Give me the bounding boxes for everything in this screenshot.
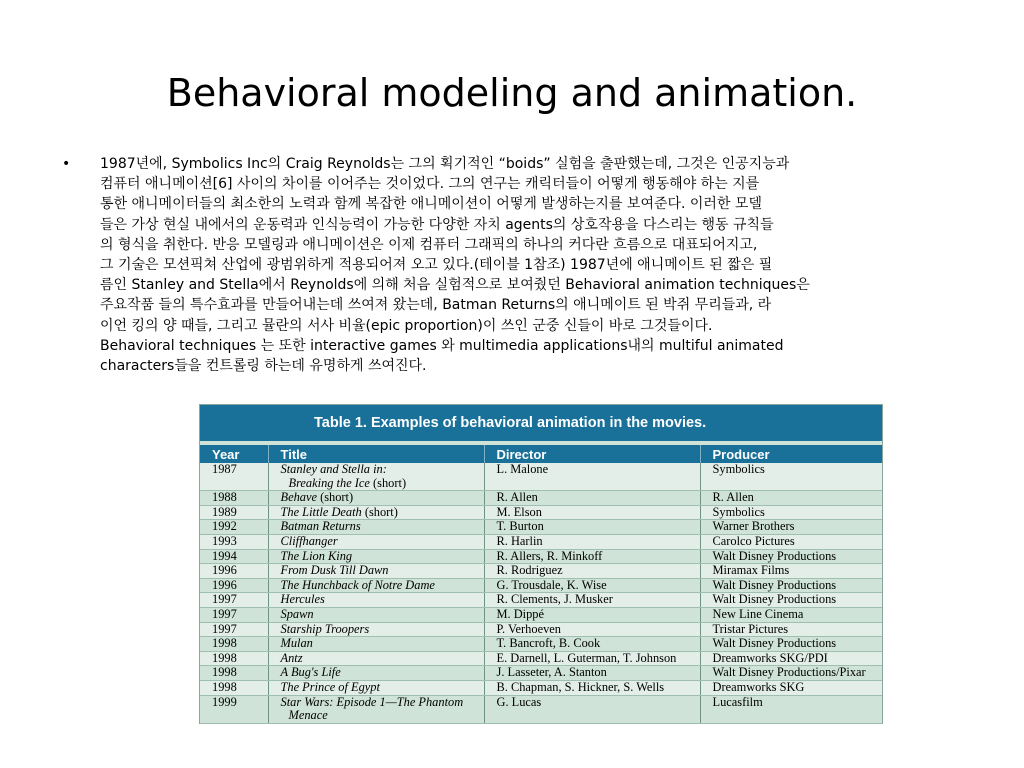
- cell-year: 1992: [200, 520, 268, 535]
- cell-year: 1996: [200, 578, 268, 593]
- cell-producer: Walt Disney Productions: [700, 549, 882, 564]
- table-row: [200, 463, 882, 491]
- table-row: [200, 666, 882, 681]
- title-text: A Bug's Life: [280, 665, 341, 680]
- table-header-row: [200, 445, 882, 463]
- body-line: 의 형식을 취한다. 반응 모델링과 애니메이션은 이제 컴퓨터 그래픽의 하나의 커다란 흐름으로 대표되어지고,: [100, 236, 758, 253]
- cell-director: B. Chapman, S. Hickner, S. Wells: [484, 680, 700, 695]
- body-line: Behavioral techniques 는 또한 interactive games 와 multimedia applications내의 multiful animated: [100, 337, 784, 354]
- cell-year: 1987: [200, 463, 268, 491]
- cell-producer: Carolco Pictures: [700, 534, 882, 549]
- cell-director: M. Elson: [484, 505, 700, 520]
- title-text: The Hunchback of Notre Dame: [280, 578, 435, 592]
- body-line: 름인 Stanley and Stella에서 Reynolds에 의해 처음 실험적으로 보여줬던 Behavioral animation techniques은: [100, 277, 810, 294]
- cell-title: [268, 463, 484, 491]
- body-line: 통한 애니메이터들의 최소한의 노력과 함께 복잡한 애니메이션이 어떻게 발생하는지를 보여준다. 이러한 모델: [100, 196, 762, 213]
- cell-title: [268, 651, 484, 666]
- cell-title: [268, 534, 484, 549]
- body-line: 컴퓨터 애니메이션[6] 사이의 차이를 이어주는 것이었다. 그의 연구는 캐릭터들이 어떻게 행동해야 하는 지를: [100, 176, 760, 193]
- cell-director: T. Burton: [484, 520, 700, 535]
- body-line: 들은 가상 현실 내에서의 운동력과 인식능력이 가능한 다양한 자치 agents의 상호작용을 다스리는 행동 규칙들: [100, 216, 774, 233]
- cell-director: R. Harlin: [484, 534, 700, 549]
- cell-year: 1998: [200, 666, 268, 681]
- table-row: [200, 622, 882, 637]
- table-row: [200, 505, 882, 520]
- cell-year: 1997: [200, 593, 268, 608]
- table-row: [200, 549, 882, 564]
- cell-year: 1999: [200, 695, 268, 723]
- title-text: Spawn: [280, 607, 314, 621]
- title-note: (short): [320, 490, 354, 505]
- body-line: characters들을 컨트롤링 하는데 유명하게 쓰여진다.: [100, 358, 427, 375]
- table-body: [200, 463, 882, 723]
- cell-director: R. Allers, R. Minkoff: [484, 549, 700, 564]
- cell-year: 1994: [200, 549, 268, 564]
- cell-director: M. Dippé: [484, 607, 700, 622]
- slide-title: Behavioral modeling and animation.: [166, 71, 858, 116]
- cell-title: [268, 666, 484, 681]
- bullet-item: [62, 154, 946, 376]
- title-text: Behave: [280, 490, 317, 505]
- cell-producer: Walt Disney Productions: [700, 637, 882, 652]
- table-row: [200, 637, 882, 652]
- cell-title: [268, 695, 484, 723]
- title-text: Stanley and Stella in:: [280, 463, 387, 476]
- title-text: From Dusk Till Dawn: [280, 563, 389, 578]
- cell-producer: Symbolics: [700, 505, 882, 520]
- cell-year: 1998: [200, 680, 268, 695]
- title-text: Hercules: [280, 592, 325, 607]
- title-continuation: Menace: [288, 708, 328, 723]
- cell-year: 1989: [200, 505, 268, 520]
- cell-producer: Walt Disney Productions/Pixar: [700, 666, 882, 681]
- table-caption: Table 1. Examples of behavioral animation in the movies.: [200, 405, 882, 441]
- title-continuation: Breaking the Ice: [288, 475, 370, 490]
- bullet-marker: •: [62, 156, 71, 172]
- table-row: [200, 651, 882, 666]
- cell-title: [268, 491, 484, 506]
- cell-producer: Warner Brothers: [700, 520, 882, 535]
- cell-producer: Miramax Films: [700, 564, 882, 579]
- table-row: [200, 593, 882, 608]
- cell-director: G. Trousdale, K. Wise: [484, 578, 700, 593]
- cell-title: [268, 622, 484, 637]
- title-note: (short): [373, 475, 407, 490]
- cell-producer: Lucasfilm: [700, 695, 882, 723]
- cell-producer: New Line Cinema: [700, 607, 882, 622]
- title-text: Mulan: [280, 636, 313, 651]
- movies-table: [200, 445, 882, 724]
- title-text: The Lion King: [280, 549, 353, 563]
- title-note: (short): [364, 505, 398, 519]
- cell-title: [268, 505, 484, 520]
- cell-director: E. Darnell, L. Guterman, T. Johnson: [484, 651, 700, 666]
- cell-title: [268, 607, 484, 622]
- title-text: Starship Troopers: [280, 622, 370, 636]
- bullet-list: [62, 154, 946, 376]
- table-row: [200, 578, 882, 593]
- body-line: 1987년에, Symbolics Inc의 Craig Reynolds는 그의 획기적인 “boids” 실험을 출판했는데, 그것은 인공지능과: [100, 156, 790, 172]
- cell-title: [268, 549, 484, 564]
- body-line: 그 기술은 모션픽쳐 산업에 광범위하게 적용되어져 오고 있다.(테이블 1참조) 1987년에 애니메이트 된 짧은 필: [100, 257, 773, 274]
- cell-producer: Walt Disney Productions: [700, 578, 882, 593]
- cell-producer: Dreamworks SKG/PDI: [700, 651, 882, 666]
- cell-producer: R. Allen: [700, 491, 882, 506]
- cell-title: [268, 680, 484, 695]
- table-row: [200, 695, 882, 723]
- body-line: 주요작품 들의 특수효과를 만들어내는데 쓰여져 왔는데, Batman Returns의 애니메이트 된 박쥐 무리들과, 라: [100, 297, 772, 314]
- table-row: [200, 520, 882, 535]
- cell-director: R. Rodriguez: [484, 564, 700, 579]
- header-title: Title: [268, 445, 484, 463]
- title-text: The Little Death: [280, 505, 362, 519]
- cell-year: 1988: [200, 491, 268, 506]
- header-director: Director: [484, 445, 700, 463]
- cell-producer: Walt Disney Productions: [700, 593, 882, 608]
- title-text: Cliffhanger: [280, 534, 338, 548]
- table-row: [200, 680, 882, 695]
- body-line: 이언 킹의 양 때들, 그리고 뮬란의 서사 비율(epic proportion)이 쓰인 군중 신들이 바로 그것들이다.: [100, 317, 713, 334]
- title-text: Star Wars: Episode 1—The Phantom: [280, 695, 464, 709]
- header-producer: Producer: [700, 445, 882, 463]
- cell-year: 1997: [200, 622, 268, 637]
- cell-year: 1997: [200, 607, 268, 622]
- header-year: Year: [200, 445, 268, 463]
- title-text: The Prince of Egypt: [280, 680, 380, 694]
- cell-title: [268, 593, 484, 608]
- title-text: Antz: [280, 651, 303, 665]
- cell-director: P. Verhoeven: [484, 622, 700, 637]
- cell-year: 1996: [200, 564, 268, 579]
- cell-director: L. Malone: [484, 463, 700, 491]
- cell-director: R. Allen: [484, 491, 700, 506]
- table-row: [200, 607, 882, 622]
- cell-director: T. Bancroft, B. Cook: [484, 637, 700, 652]
- cell-producer: Dreamworks SKG: [700, 680, 882, 695]
- cell-producer: Symbolics: [700, 463, 882, 491]
- cell-year: 1993: [200, 534, 268, 549]
- cell-title: [268, 637, 484, 652]
- cell-year: 1998: [200, 637, 268, 652]
- cell-title: [268, 564, 484, 579]
- cell-title: [268, 578, 484, 593]
- cell-director: R. Clements, J. Musker: [484, 593, 700, 608]
- cell-title: [268, 520, 484, 535]
- cell-year: 1998: [200, 651, 268, 666]
- cell-director: J. Lasseter, A. Stanton: [484, 666, 700, 681]
- table-row: [200, 564, 882, 579]
- table-row: [200, 534, 882, 549]
- cell-producer: Tristar Pictures: [700, 622, 882, 637]
- title-text: Batman Returns: [280, 519, 361, 534]
- movies-table-figure: [199, 404, 883, 724]
- table-row: [200, 491, 882, 506]
- cell-director: G. Lucas: [484, 695, 700, 723]
